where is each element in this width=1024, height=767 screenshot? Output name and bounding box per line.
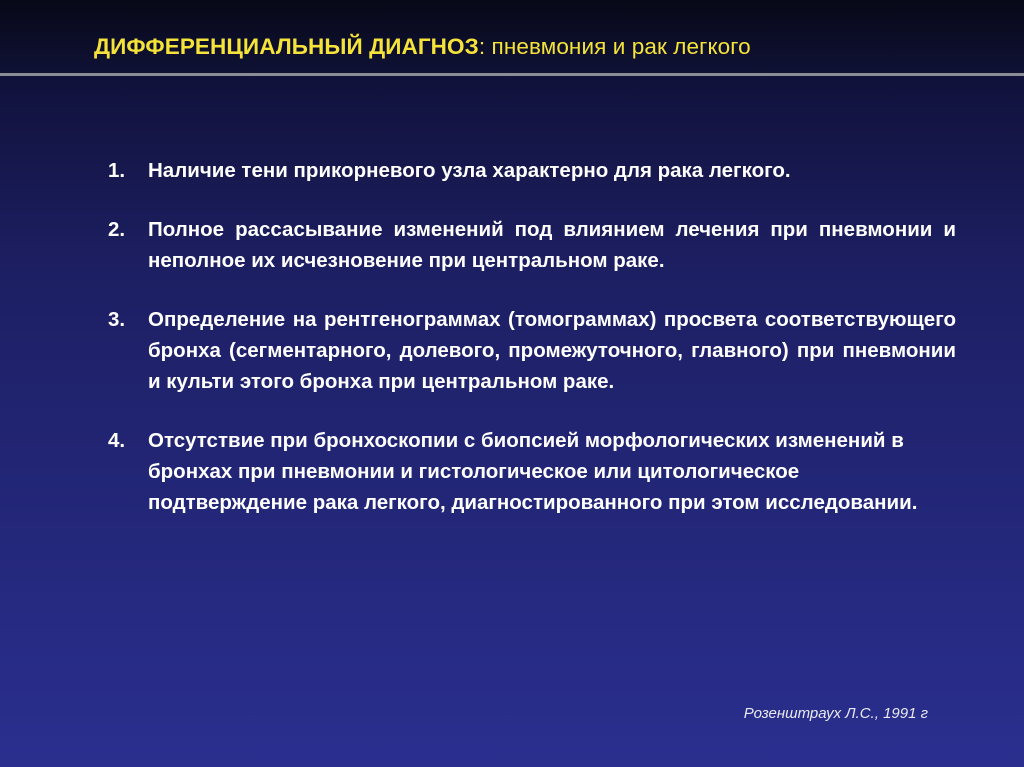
list-item [108,214,956,276]
title-rest: : пневмония и рак легкого [478,34,751,59]
header-bar [0,0,1024,76]
criteria-list [108,155,956,546]
title-strong: ДИФФЕРЕНЦИАЛЬНЫЙ ДИАГНОЗ [94,34,479,59]
item-text: Отсутствие при бронхоскопии с биопсией морфологических изменений в бронхах при пневмонии и гистологическое или цитологическое подтверждение рака легкого, диагностированного при этом исследовании. [148,429,918,514]
item-number: 3. [108,308,126,331]
item-number: 4. [108,429,126,452]
item-text: Полное рассасывание изменений под влиянием лечения при пневмонии и неполное их исчезновение при центральном раке. [148,218,956,272]
list-item [108,304,956,397]
item-number: 1. [108,159,126,182]
list-item [108,425,956,518]
item-text: Наличие тени прикорневого узла характерно для рака легкого. [148,159,791,182]
list-item [108,155,956,186]
header-divider [0,73,1024,76]
item-text: Определение на рентгенограммах (томограммах) просвета соответствующего бронха (сегментарного, долевого, промежуточного, главного) при пневмонии и культи этого бронха при центральном раке. [148,308,956,393]
slide-title [94,34,751,60]
item-number: 2. [108,218,126,241]
citation: Розенштраух Л.С., 1991 г [743,705,928,722]
